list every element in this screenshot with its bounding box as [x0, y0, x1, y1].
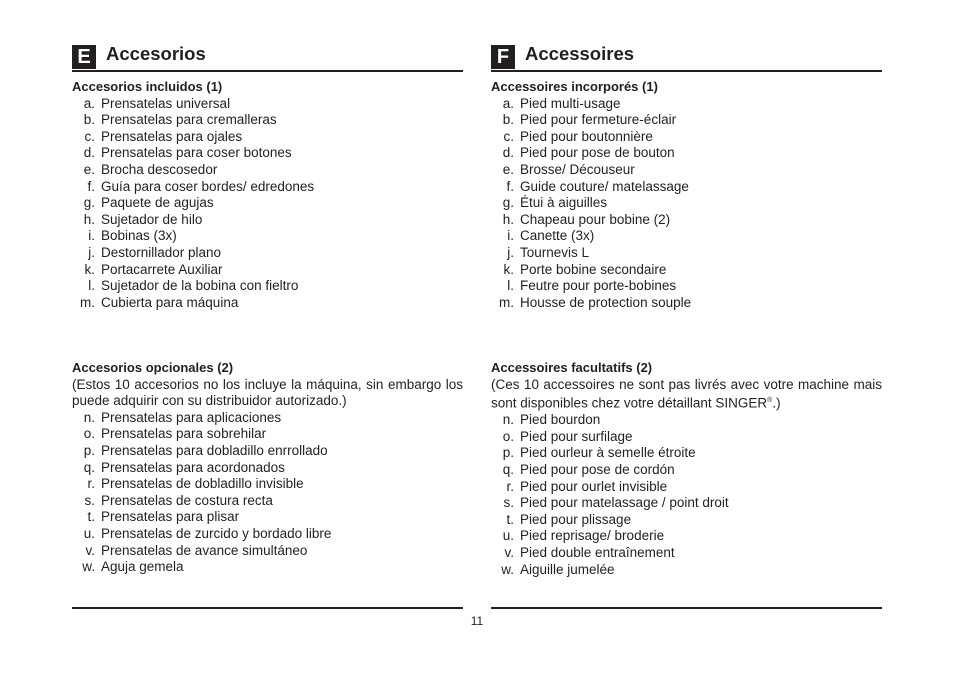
item-text: Feutre pour porte-bobines: [520, 278, 677, 294]
item-text: Sujetador de hilo: [101, 211, 203, 227]
included-title: Accessoires incorporés (1): [491, 79, 658, 94]
item-text: Prensatelas para ojales: [101, 128, 243, 144]
item-text: Pied ourleur à semelle étroite: [520, 445, 696, 461]
page-number: 11: [470, 614, 484, 628]
list-item: [491, 562, 882, 579]
item-text: Guide couture/ matelassage: [520, 178, 689, 194]
list-item: [491, 295, 882, 312]
list-item: [72, 559, 463, 576]
item-letter: r.: [87, 476, 95, 492]
item-letter: w.: [82, 559, 95, 575]
included-title: Accesorios incluidos (1): [72, 79, 223, 94]
item-text: Prensatelas de dobladillo invisible: [101, 476, 304, 492]
item-text: Pied pour ourlet invisible: [520, 478, 668, 494]
item-text: Pied reprisage/ broderie: [520, 528, 665, 544]
list-item: [72, 129, 463, 146]
item-text: Canette (3x): [520, 228, 595, 244]
optional-note-main: (Ces 10 accessoires ne sont pas livrés avec votre machine mais sont disponibles chez votre détaillant SINGER: [491, 376, 882, 411]
item-letter: k.: [503, 261, 514, 277]
language-badge: F: [491, 45, 515, 69]
list-item: [491, 429, 882, 446]
item-text: Porte bobine secondaire: [520, 261, 667, 277]
item-letter: n.: [83, 409, 95, 425]
item-text: Prensatelas para cremalleras: [101, 112, 277, 128]
item-letter: n.: [502, 412, 514, 428]
french-section: [491, 40, 882, 577]
item-letter: i.: [88, 228, 95, 244]
list-item: [491, 162, 882, 179]
item-letter: r.: [506, 478, 514, 494]
list-item: [72, 493, 463, 510]
list-item: [72, 426, 463, 443]
item-text: Cubierta para máquina: [101, 294, 239, 310]
list-item: [491, 195, 882, 212]
list-item: [491, 412, 882, 429]
list-item: [491, 245, 882, 262]
list-item: [491, 462, 882, 479]
list-item: [72, 179, 463, 196]
list-item: [72, 195, 463, 212]
list-item: [72, 212, 463, 229]
item-text: Prensatelas para aplicaciones: [101, 409, 282, 425]
list-item: [72, 460, 463, 477]
list-item: [491, 129, 882, 146]
included-list: [72, 96, 463, 312]
item-text: Guía para coser bordes/ edredones: [101, 178, 315, 194]
item-letter: s.: [84, 492, 95, 508]
list-item: [72, 443, 463, 460]
item-text: Pied multi-usage: [520, 95, 621, 111]
list-item: [491, 278, 882, 295]
item-letter: a.: [502, 95, 514, 111]
item-letter: w.: [501, 561, 514, 577]
item-text: Pied bourdon: [520, 412, 601, 428]
list-item: [491, 495, 882, 512]
item-letter: o.: [502, 428, 514, 444]
optional-title: Accesorios opcionales (2): [72, 360, 234, 375]
list-item: [491, 112, 882, 129]
item-text: Pied pour pose de bouton: [520, 145, 675, 161]
list-item: [72, 295, 463, 312]
item-text: Prensatelas de costura recta: [101, 492, 273, 508]
item-text: Brocha descosedor: [101, 161, 218, 177]
optional-list: [491, 412, 882, 578]
item-letter: g.: [502, 195, 514, 211]
optional-note: (Estos 10 accesorios no los incluye la máquina, sin embargo los puede adquirir con su distribuidor autorizado.): [72, 376, 463, 409]
bottom-rule-right: [491, 607, 882, 609]
list-item: [72, 526, 463, 543]
list-item: [72, 262, 463, 279]
item-letter: u.: [83, 525, 95, 541]
item-letter: a.: [83, 95, 95, 111]
item-text: Prensatelas para acordonados: [101, 459, 285, 475]
list-item: [491, 528, 882, 545]
item-letter: f.: [506, 178, 514, 194]
list-item: [491, 512, 882, 529]
item-letter: i.: [507, 228, 514, 244]
item-letter: s.: [503, 495, 514, 511]
registered-mark: ®: [767, 397, 773, 405]
section-title: Accesorios: [106, 43, 206, 64]
list-item: [72, 96, 463, 113]
list-item: [72, 112, 463, 129]
item-text: Prensatelas para dobladillo enrrollado: [101, 442, 328, 458]
item-text: Bobinas (3x): [101, 228, 177, 244]
item-letter: t.: [506, 511, 514, 527]
item-letter: c.: [84, 128, 95, 144]
item-text: Portacarrete Auxiliar: [101, 261, 223, 277]
item-letter: h.: [83, 211, 95, 227]
item-text: Prensatelas para plisar: [101, 509, 240, 525]
language-badge: E: [72, 45, 96, 69]
list-item: [72, 476, 463, 493]
item-letter: c.: [503, 128, 514, 144]
item-text: Pied pour boutonnière: [520, 128, 653, 144]
item-text: Housse de protection souple: [520, 294, 692, 310]
list-item: [72, 162, 463, 179]
item-letter: v.: [504, 545, 514, 561]
item-letter: h.: [502, 211, 514, 227]
item-letter: d.: [502, 145, 514, 161]
section-title: Accessoires: [525, 43, 635, 64]
item-letter: q.: [502, 462, 514, 478]
list-item: [491, 212, 882, 229]
included-list: [491, 96, 882, 312]
item-letter: e.: [83, 161, 95, 177]
item-letter: d.: [83, 145, 95, 161]
item-letter: f.: [87, 178, 95, 194]
item-text: Chapeau pour bobine (2): [520, 211, 671, 227]
item-text: Aiguille jumelée: [520, 561, 615, 577]
item-letter: j.: [88, 244, 95, 260]
item-text: Prensatelas universal: [101, 95, 231, 111]
list-item: [491, 179, 882, 196]
item-letter: p.: [83, 442, 95, 458]
item-text: Prensatelas de zurcido y bordado libre: [101, 525, 332, 541]
list-item: [72, 245, 463, 262]
item-letter: b.: [502, 112, 514, 128]
item-text: Sujetador de la bobina con fieltro: [101, 278, 299, 294]
list-item: [72, 509, 463, 526]
item-letter: j.: [507, 244, 514, 260]
item-letter: l.: [88, 278, 95, 294]
item-text: Pied double entraînement: [520, 545, 675, 561]
item-letter: u.: [502, 528, 514, 544]
list-item: [72, 278, 463, 295]
item-text: Aguja gemela: [101, 559, 184, 575]
item-letter: k.: [84, 261, 95, 277]
list-item: [491, 262, 882, 279]
list-item: [72, 145, 463, 162]
item-text: Pied pour matelassage / point droit: [520, 495, 729, 511]
item-letter: p.: [502, 445, 514, 461]
item-letter: b.: [83, 112, 95, 128]
item-text: Étui à aiguilles: [520, 195, 608, 211]
item-text: Pied pour pose de cordón: [520, 462, 675, 478]
optional-block: [491, 360, 882, 578]
list-item: [491, 445, 882, 462]
item-letter: l.: [507, 278, 514, 294]
list-item: [491, 145, 882, 162]
item-text: Prensatelas de avance simultáneo: [101, 542, 308, 558]
list-item: [491, 545, 882, 562]
item-letter: v.: [85, 542, 95, 558]
item-letter: e.: [502, 161, 514, 177]
list-item: [491, 479, 882, 496]
item-text: Prensatelas para sobrehilar: [101, 426, 267, 442]
optional-list: [72, 410, 463, 576]
item-letter: g.: [83, 195, 95, 211]
item-text: Paquete de agujas: [101, 195, 214, 211]
item-text: Destornillador plano: [101, 244, 222, 260]
optional-title: Accessoires facultatifs (2): [491, 360, 653, 375]
list-item: [72, 543, 463, 560]
optional-block: [72, 360, 463, 576]
item-letter: m.: [499, 294, 514, 310]
item-text: Pied pour plissage: [520, 511, 632, 527]
optional-note-end: .): [772, 395, 781, 411]
item-text: Pied pour fermeture-éclair: [520, 112, 677, 128]
bottom-rule-left: [72, 607, 463, 609]
item-letter: o.: [83, 426, 95, 442]
list-item: [72, 410, 463, 427]
optional-note: [491, 377, 882, 413]
spanish-section: [72, 40, 463, 575]
list-item: [491, 96, 882, 113]
list-item: [491, 228, 882, 245]
section-header: [491, 40, 882, 72]
item-letter: m.: [80, 294, 95, 310]
list-item: [72, 228, 463, 245]
item-text: Pied pour surfilage: [520, 428, 633, 444]
item-text: Tournevis L: [520, 244, 590, 260]
item-letter: q.: [83, 459, 95, 475]
item-text: Prensatelas para coser botones: [101, 145, 292, 161]
item-text: Brosse/ Découseur: [520, 161, 635, 177]
section-header: [72, 40, 463, 72]
item-letter: t.: [87, 509, 95, 525]
